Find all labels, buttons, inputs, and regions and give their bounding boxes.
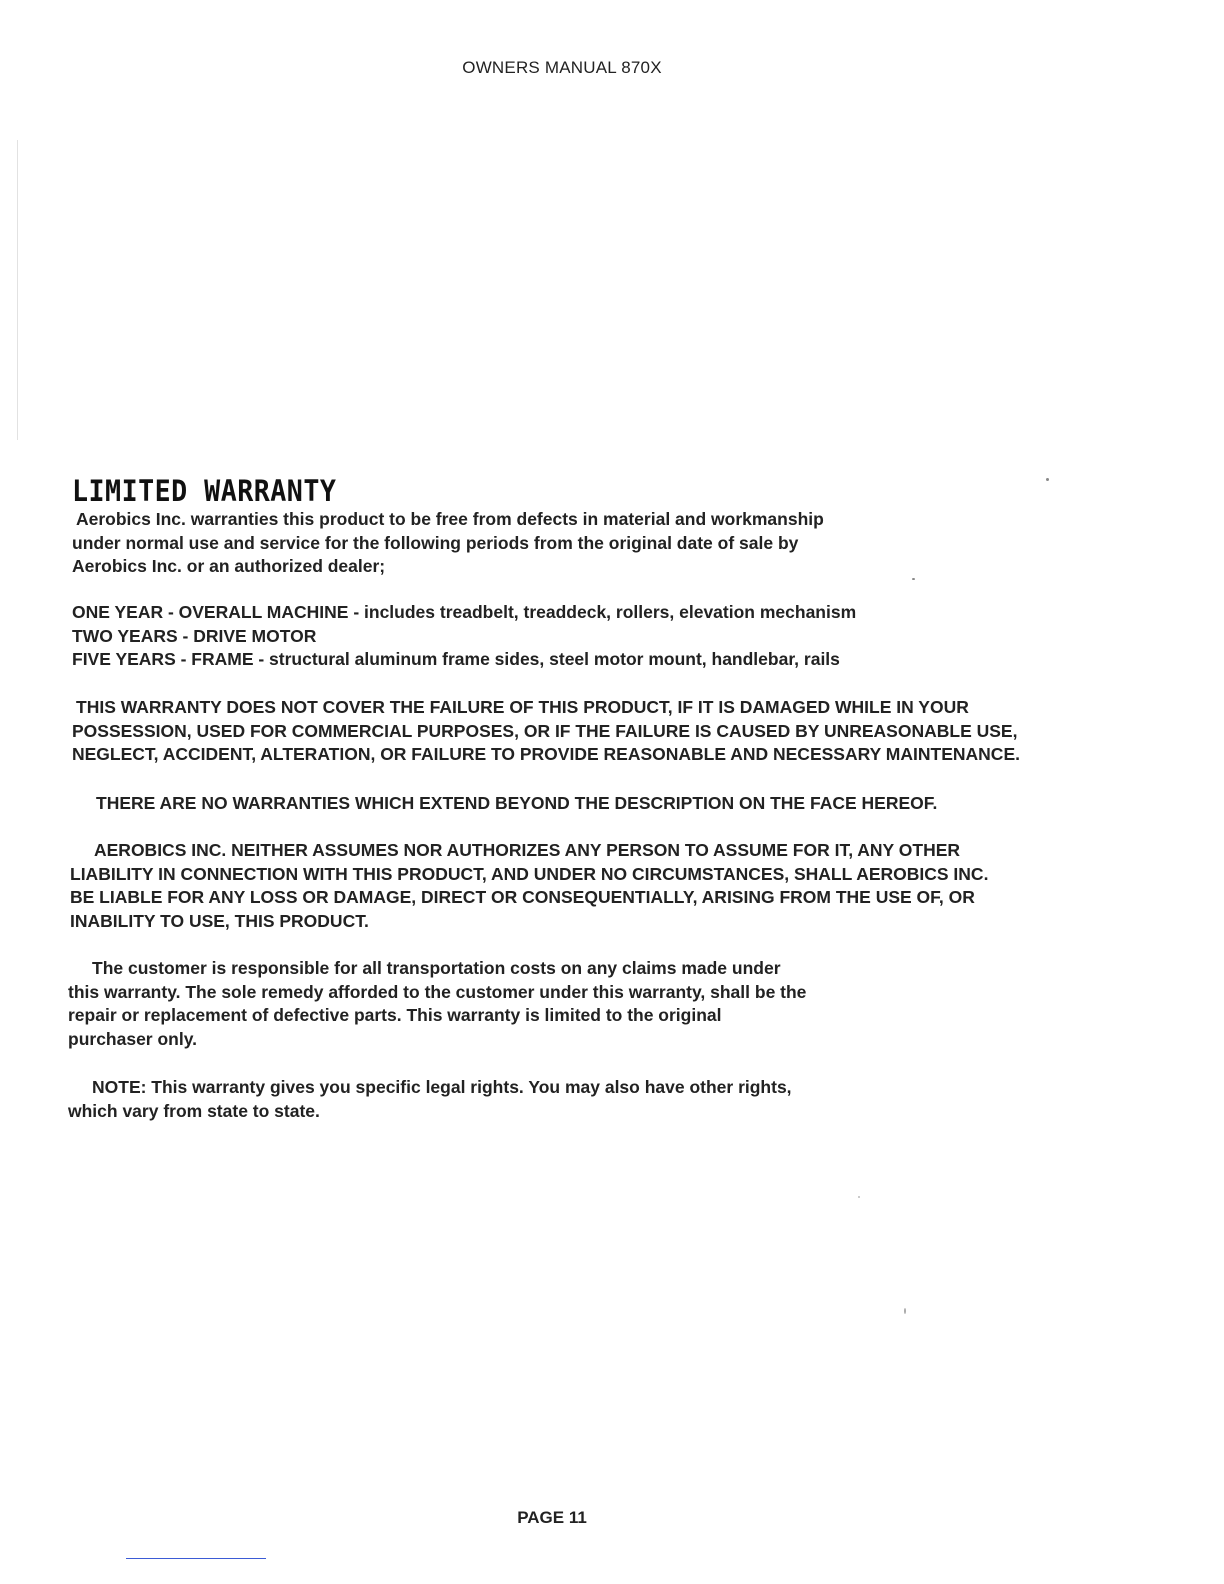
warranty-heading: LIMITED WARRANTY [72, 474, 337, 508]
transport-line: repair or replacement of defective parts. This warranty is limited to the original [68, 1005, 722, 1025]
exclusion-line: NEGLECT, ACCIDENT, ALTERATION, OR FAILURE TO PROVIDE REASONABLE AND NECESSARY MAINTENANCE. [72, 744, 1020, 764]
warranty-exclusions-paragraph [72, 696, 1020, 767]
note-line: NOTE: This warranty gives you specific legal rights. You may also have other rights, [92, 1077, 792, 1097]
liability-line: LIABILITY IN CONNECTION WITH THIS PRODUCT, AND UNDER NO CIRCUMSTANCES, SHALL AEROBICS INC. [70, 863, 989, 884]
intro-line: Aerobics Inc. warranties this product to be free from defects in material and workmanship [76, 509, 824, 529]
coverage-periods-list [72, 601, 856, 672]
liability-line: BE LIABLE FOR ANY LOSS OR DAMAGE, DIRECT OR CONSEQUENTIALLY, ARISING FROM THE USE OF, OR [70, 887, 975, 907]
scan-speck [912, 578, 915, 580]
scan-edge [17, 140, 18, 440]
note-line: which vary from state to state. [68, 1100, 320, 1121]
transport-line: purchaser only. [68, 1028, 198, 1049]
transport-line: this warranty. The sole remedy afforded to the customer under this warranty, shall be the [68, 981, 807, 1002]
no-other-warranties-paragraph [72, 792, 937, 816]
page-header-title: OWNERS MANUAL 870X [462, 58, 662, 77]
coverage-line-two-years: TWO YEARS - DRIVE MOTOR [72, 625, 317, 646]
coverage-line-five-years: FIVE YEARS - FRAME - structural aluminum frame sides, steel motor mount, handlebar, rails [72, 649, 840, 669]
liability-paragraph [70, 839, 988, 933]
bottom-rule [126, 1558, 266, 1559]
liability-line: INABILITY TO USE, THIS PRODUCT. [70, 910, 369, 931]
scan-speck [858, 1196, 860, 1198]
coverage-line-one-year: ONE YEAR - OVERALL MACHINE - includes treadbelt, treaddeck, rollers, elevation mechanism [72, 602, 857, 622]
warranty-intro-paragraph [72, 508, 824, 579]
scan-speck [904, 1308, 906, 1314]
exclusion-line: POSSESSION, USED FOR COMMERCIAL PURPOSES, OR IF THE FAILURE IS CAUSED BY UNREASONABLE USE, [72, 720, 1018, 741]
legal-rights-note-paragraph [68, 1076, 792, 1123]
transportation-costs-paragraph [68, 957, 806, 1051]
scan-speck [1046, 478, 1049, 481]
liability-line: AEROBICS INC. NEITHER ASSUMES NOR AUTHORIZES ANY PERSON TO ASSUME FOR IT, ANY OTHER [94, 840, 961, 860]
transport-line: The customer is responsible for all transportation costs on any claims made under [92, 958, 781, 978]
intro-line: under normal use and service for the following periods from the original date of sale by [72, 532, 799, 553]
intro-line: Aerobics Inc. or an authorized dealer; [72, 556, 386, 576]
exclusion-line: THIS WARRANTY DOES NOT COVER THE FAILURE OF THIS PRODUCT, IF IT IS DAMAGED WHILE IN YOUR [76, 697, 969, 717]
no-warranty-line: THERE ARE NO WARRANTIES WHICH EXTEND BEYOND THE DESCRIPTION ON THE FACE HEREOF. [96, 793, 938, 813]
page-number: PAGE 11 [517, 1508, 587, 1527]
